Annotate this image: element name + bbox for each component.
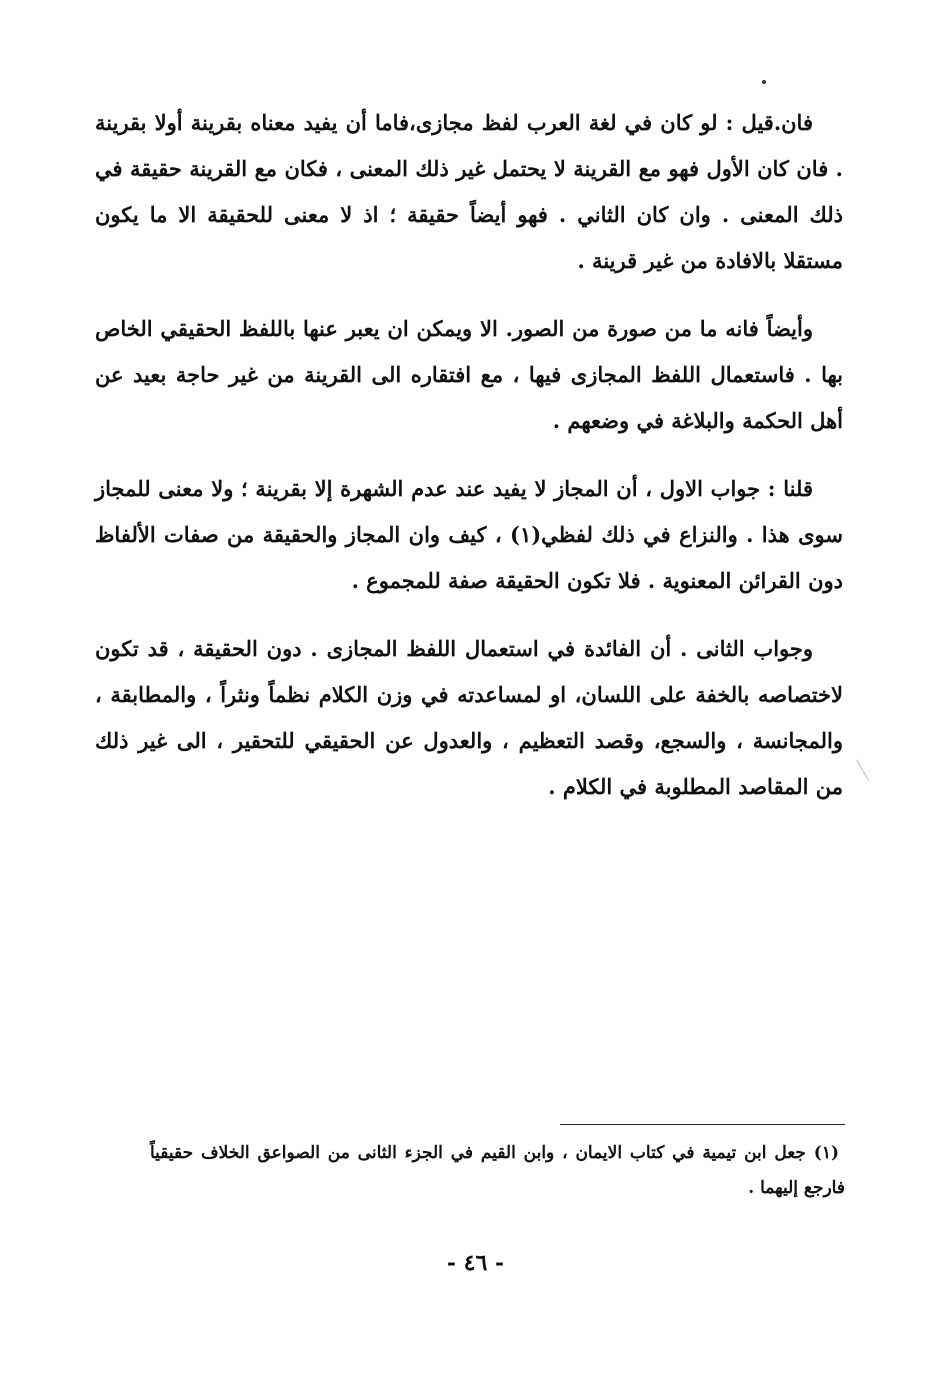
paragraph-objection: فان.قيل : لو كان في لغة العرب لفظ مجازى،فاما أن يفيد معناه بقرينة أولا بقرينة . فان كان الأول فهو مع القرينة لا يحتمل غير ذلك المعنى ، فكان مع القرينة حقيقة في ذلك المعنى . وان كان الثاني . فهو أيضاً حقيقة ؛ اذ لا معنى للحقيقة الا ما يكون مستقلا بالافادة من غير قرينة . [95, 110, 843, 273]
paragraph-objection-continued: وأيضاً فانه ما من صورة من الصور. الا ويمكن ان يعبر عنها باللفظ الحقيقي الخاص بها . فاستعمال اللفظ المجازى فيها ، مع افتقاره الى القرينة من غير حاجة بعيد عن أهل الحكمة والبلاغة في وضعهم . [95, 316, 843, 433]
paragraph-answer-first: قلنا : جواب الاول ، أن المجاز لا يفيد عند عدم الشهرة إلا بقرينة ؛ ولا معنى للمجاز سوى هذا . والنزاع في ذلك لفظي(١) ، كيف وان المجاز والحقيقة من صفات الألفاظ دون القرائن المعنوية . فلا تكون الحقيقة صفة للمجموع . [95, 476, 843, 593]
footnote-divider [560, 1124, 845, 1125]
paragraph-answer-second: وجواب الثانى . أن الفائدة في استعمال اللفظ المجازى . دون الحقيقة ، قد تكون لاختصاصه بالخفة على اللسان، او لمساعدته في وزن الكلام نظماً ونثراً ، والمطابقة ، والمجانسة ، والسجع، وقصد التعظيم ، والعدول عن الحقيقي للتحقير ، الى غير ذلك من المقاصد المطلوبة في الكلام . [95, 636, 843, 799]
scan-edge-mark [856, 759, 869, 780]
main-text [95, 100, 843, 832]
ink-speck [762, 80, 766, 84]
footnote-text: (١) جعل ابن تيمية في كتاب الايمان ، وابن القيم في الجزء الثانى من الصواعق الخلاف حقيقياً فارجع إليهما . [150, 1143, 845, 1198]
page-number: - ٤٦ - [446, 1250, 505, 1276]
footnote [150, 1136, 845, 1206]
